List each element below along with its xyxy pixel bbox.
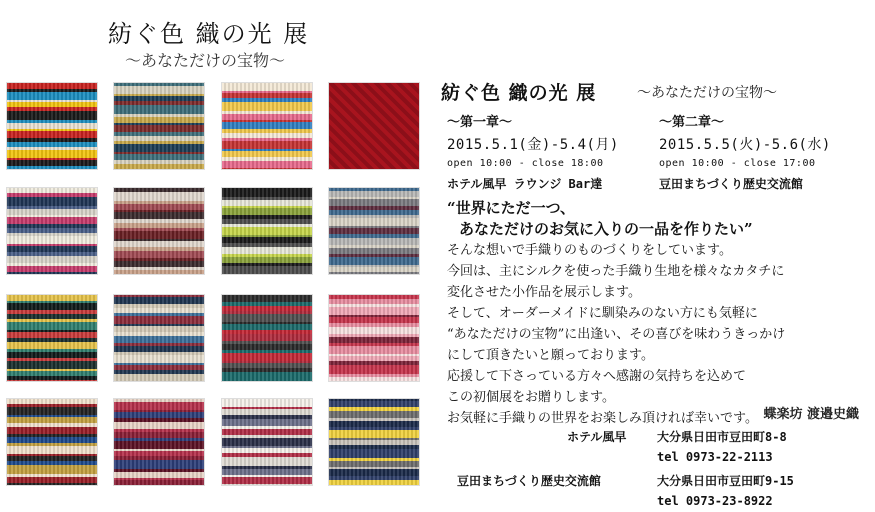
header-subtitle: 〜あなただけの宝物〜 [125, 51, 286, 70]
swatch-13 [6, 398, 98, 486]
swatch-14 [113, 398, 205, 486]
chapter-1-date: 2015.5.1(金)-5.4(月) [447, 137, 619, 153]
contact-2-address: 大分県日田市豆田町9-15 [657, 474, 794, 488]
message-quote-1: “世界にただ一つ、 [447, 199, 576, 217]
contact-2-name: 豆田まちづくり歴史交流館 [457, 474, 601, 488]
swatch-6 [113, 187, 205, 275]
message-body [447, 198, 785, 429]
message-line: 今回は、主にシルクを使った手織り生地を様々なカタチに [447, 264, 785, 279]
swatch-10 [113, 294, 205, 382]
message-line: 応援して下さっている方々へ感謝の気持ちを込めて [447, 369, 747, 384]
swatch-11 [221, 294, 313, 382]
chapter-2-label: 〜第二章〜 [659, 115, 725, 130]
signature: 蝶楽坊 渡邉史織 [763, 407, 859, 422]
message-line: お気軽に手織りの世界をお楽しみ頂ければ幸いです。 [447, 411, 758, 426]
header-title: 紡ぐ色 織の光 展 [108, 20, 310, 48]
message-line: “あなただけの宝物”に出逢い、その喜びを味わうきっかけ [447, 327, 786, 342]
chapter-2-venue: 豆田まちづくり歴史交流館 [659, 177, 803, 191]
exhibit-subtitle: 〜あなただけの宝物〜 [637, 85, 777, 101]
swatch-16 [328, 398, 420, 486]
swatch-5 [6, 187, 98, 275]
message-line: そんな想いで手織りのものづくりをしています。 [447, 243, 732, 258]
chapter-1 [447, 111, 619, 192]
chapter-2-hours: open 10:00 - close 17:00 [659, 158, 816, 169]
swatch-3 [221, 82, 313, 170]
exhibit-title: 紡ぐ色 織の光 展 [441, 82, 597, 104]
contact-2-tel: tel 0973-23-8922 [657, 494, 773, 508]
swatch-8 [328, 187, 420, 275]
swatch-12 [328, 294, 420, 382]
chapter-1-label: 〜第一章〜 [447, 115, 513, 130]
swatch-1 [6, 82, 98, 170]
message-line: 変化させた小作品を展示します。 [447, 285, 641, 300]
message-line: この初個展をお贈りします。 [447, 390, 615, 405]
message-quote-2: あなただけのお気に入りの一品を作りたい” [459, 220, 753, 238]
chapter-2 [659, 111, 831, 192]
contact-1-name: ホテル風早 [567, 430, 627, 444]
chapter-1-venue: ホテル風早 ラウンジ Bar達 [447, 177, 603, 191]
message-line: そして、オーダーメイドに馴染みのない方にも気軽に [447, 306, 758, 321]
swatch-7 [221, 187, 313, 275]
chapter-1-hours: open 10:00 - close 18:00 [447, 158, 604, 169]
swatch-15 [221, 398, 313, 486]
contact-1-address: 大分県日田市豆田町8-8 [657, 430, 787, 444]
contact-1-tel: tel 0973-22-2113 [657, 450, 773, 464]
message-line: にして頂きたいと願っております。 [447, 348, 654, 363]
swatch-2 [113, 82, 205, 170]
swatch-9 [6, 294, 98, 382]
swatch-4 [328, 82, 420, 170]
chapter-2-date: 2015.5.5(火)-5.6(水) [659, 137, 831, 153]
